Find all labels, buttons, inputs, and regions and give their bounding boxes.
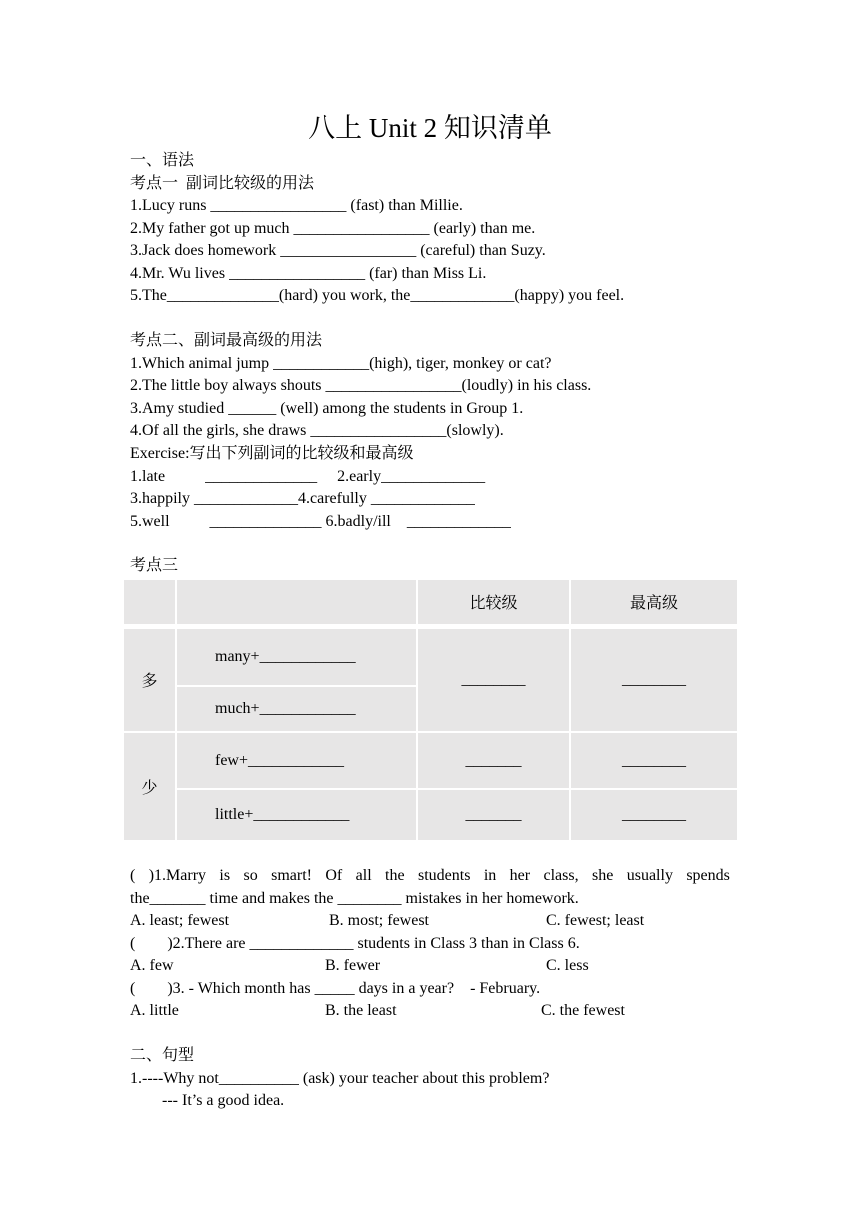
cell-many-superlative-blank: ________ [570,626,738,732]
exercise-row-2: 3.happily _____________4.carefully _____________ [130,490,475,507]
mc1-word: class, [543,867,579,884]
mc1-word: the [385,867,405,884]
exercise-row-1: 1.late ______________ 2.early_____________ [130,468,486,485]
point1-question-3: 3.Jack does homework _________________ (careful) than Suzy. [130,242,546,259]
table-header-empty [176,579,417,626]
mc1-word: in [483,867,497,884]
mc1-word: all [355,867,372,884]
mc1-word: is [219,867,231,884]
group-label-few: 少 [123,732,176,841]
cell-much: much+____________ [176,686,417,732]
group-label-many: 多 [123,626,176,732]
mc-question-2: ( )2.There are _____________ students in Class 3 than in Class 6. [130,935,580,952]
mc2-option-b: B. fewer [325,957,381,974]
mc1-word: spends [686,867,730,884]
mc1-word: so [243,867,258,884]
cell-few-comparative-blank: _______ [417,732,570,789]
mc1-option-c: C. fewest; least [546,912,645,929]
cell-little-superlative-blank: ________ [570,789,738,841]
mc1-word: smart! [271,867,312,884]
mc1-word: )1.Marry [148,867,207,884]
point1-question-2: 2.My father got up much _________________ (early) than me. [130,220,536,237]
exercise-heading: Exercise:写出下列副词的比较级和最高级 [130,445,414,462]
cell-little: little+____________ [176,789,417,841]
cell-many-comparative-blank: ________ [417,626,570,732]
section-grammar-heading: 一、语法 [130,152,195,169]
point1-heading: 考点一 副词比较级的用法 [130,175,315,192]
sentence-question-1: 1.----Why not__________ (ask) your teacher about this problem? [130,1070,550,1087]
mc-question-1-line-1 [130,865,730,887]
mc1-option-b: B. most; fewest [329,912,429,929]
table-row [123,626,738,686]
cell-few-superlative-blank: ________ [570,732,738,789]
mc1-option-a: A. least; fewest [130,912,230,929]
mc-question-3: ( )3. - Which month has _____ days in a year? - February. [130,980,541,997]
table-header-row [123,579,738,626]
point2-question-2: 2.The little boy always shouts _________________(loudly) in his class. [130,377,592,394]
point2-question-1: 1.Which animal jump ____________(high), tiger, monkey or cat? [130,355,552,372]
point2-question-4: 4.Of all the girls, she draws _________________(slowly). [130,422,504,439]
table-header-empty [123,579,176,626]
mc3-option-c: C. the fewest [541,1002,625,1019]
mc-question-1-line-2: the_______ time and makes the ________ mistakes in her homework. [130,890,579,907]
mc3-option-b: B. the least [325,1002,397,1019]
cell-few: few+____________ [176,732,417,789]
mc1-word: students [417,867,471,884]
mc1-word: usually [626,867,673,884]
cell-little-comparative-blank: _______ [417,789,570,841]
mc1-word: ( [130,867,136,884]
mc1-word: she [592,867,614,884]
mc2-option-c: C. less [546,957,589,974]
point3-heading: 考点三 [130,557,179,574]
point1-question-1: 1.Lucy runs _________________ (fast) than Millie. [130,197,463,214]
sentence-answer-1: --- It’s a good idea. [130,1092,285,1109]
page-title: 八上 Unit 2 知识清单 [308,113,552,143]
point1-question-5: 5.The______________(hard) you work, the_____________(happy) you feel. [130,287,625,304]
mc2-option-a: A. few [130,957,174,974]
mc1-word: Of [325,867,343,884]
point2-question-3: 3.Amy studied ______ (well) among the students in Group 1. [130,400,524,417]
table-row [123,732,738,789]
comparison-table [122,578,739,842]
header-comparative: 比较级 [417,579,570,626]
section-sentence-heading: 二、句型 [130,1047,195,1064]
point1-question-4: 4.Mr. Wu lives _________________ (far) than Miss Li. [130,265,487,282]
mc1-word: her [509,867,531,884]
point2-heading: 考点二、副词最高级的用法 [130,332,323,349]
cell-many: many+____________ [176,626,417,686]
mc3-option-a: A. little [130,1002,179,1019]
exercise-row-3: 5.well ______________ 6.badly/ill _____________ [130,513,511,530]
table-row [123,789,738,841]
header-superlative: 最高级 [570,579,738,626]
